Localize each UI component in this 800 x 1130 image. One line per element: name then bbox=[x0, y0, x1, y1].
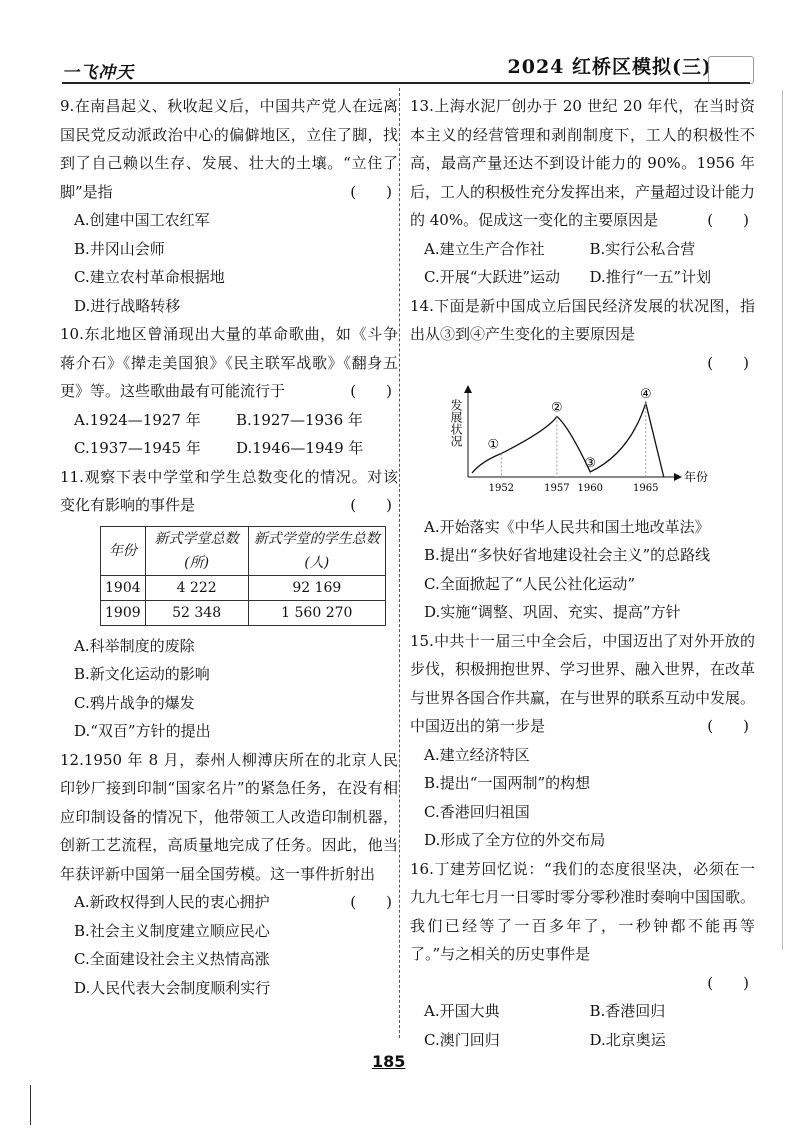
option-b[interactable]: B.提出“一国两制”的构想 bbox=[424, 774, 591, 792]
option-b[interactable]: B.井冈山会师 bbox=[74, 239, 165, 258]
question-stem: 14.下面是新中国成立后国民经济发展的状况图，指出从③到④产生变化的主要原因是 bbox=[410, 296, 755, 343]
table-cell: 4 222 bbox=[145, 575, 248, 600]
answer-paren[interactable]: ( ) bbox=[707, 211, 749, 229]
question-12 bbox=[60, 746, 398, 1003]
option-d[interactable]: D.进行战略转移 bbox=[74, 296, 181, 315]
option-d[interactable]: D.推行“一五”计划 bbox=[589, 268, 712, 286]
question-stem: 16.丁建芳回忆说：“我们的态度很坚决，必须在一九九七年七月一日零时零分零秒准时奏响中国国歌。我们已经等了一百多年了，一秒钟都不能再等了。”与之相关的历史事件是 bbox=[410, 859, 756, 963]
x-tick-label: 1965 bbox=[633, 483, 659, 494]
x-tick-label: 1957 bbox=[544, 483, 570, 494]
economy-chart bbox=[428, 381, 755, 509]
option-a[interactable]: A.科举制度的废除 bbox=[74, 636, 195, 655]
right-column bbox=[410, 92, 755, 1054]
option-b[interactable]: B.社会主义制度建立顺应民心 bbox=[74, 921, 270, 940]
option-a[interactable]: A.创建中国工农红军 bbox=[74, 211, 210, 229]
option-c[interactable]: C.鸦片战争的爆发 bbox=[74, 693, 195, 712]
data-point-label: ④ bbox=[639, 387, 652, 403]
question-stem: 9.在南昌起义、秋收起义后，中国共产党人在远离国民党反动派政治中心的偏僻地区，立住了脚，找到了自己赖以生存、发展、壮大的土壤。“立住了脚”是指 bbox=[60, 97, 398, 201]
left-column bbox=[60, 92, 398, 1002]
option-c[interactable]: C.1937—1945 年 bbox=[74, 439, 201, 457]
question-stem: 11.观察下表中学堂和学生总数变化的情况。对该变化有影响的事件是 bbox=[60, 467, 398, 514]
option-b[interactable]: B.实行公私合营 bbox=[589, 239, 696, 258]
question-14 bbox=[410, 292, 755, 627]
header-title: 2024 红桥区模拟(三) bbox=[507, 56, 712, 78]
table-row bbox=[101, 575, 386, 600]
question-15 bbox=[410, 627, 755, 855]
data-point-label: ① bbox=[487, 437, 500, 453]
table-cell: 1904 bbox=[101, 575, 146, 600]
table-cell: 1 560 270 bbox=[248, 600, 385, 625]
answer-paren[interactable]: ( ) bbox=[350, 496, 392, 514]
answer-paren[interactable]: ( ) bbox=[350, 382, 392, 400]
option-d[interactable]: D.北京奥运 bbox=[589, 1030, 666, 1049]
answer-paren[interactable]: ( ) bbox=[350, 893, 392, 911]
question-11 bbox=[60, 463, 398, 746]
option-d[interactable]: D.人民代表大会制度顺利实行 bbox=[74, 978, 271, 997]
question-13 bbox=[410, 92, 755, 292]
question-stem: 13.上海水泥厂创办于 20 世纪 20 年代，在当时资本主义的经营管理和剥削制度下，工人的积极性不高，最高产量还达不到设计能力的 90%。1956 年后，工人的积极性充分发挥出来，产量超过设计能力的 40%。促成这一变化的主要原因是 bbox=[410, 97, 756, 229]
question-stem: 12.1950 年 8 月，泰州人柳溥庆所在的北京人民印钞厂接到印制“国家名片”的紧急任务，在没有相应印制设备的情况下，他带领工人改造印制机器，创新工艺流程，高质量地完成了任务。因此，他当年获评新中国第一届全国劳模。这一事件折射出 bbox=[60, 750, 398, 883]
option-b[interactable]: B.香港回归 bbox=[589, 1002, 666, 1020]
option-a[interactable]: A.开始落实《中华人民共和国土地改革法》 bbox=[424, 517, 710, 536]
column-divider bbox=[399, 88, 400, 1038]
option-c[interactable]: C.全面建设社会主义热情高涨 bbox=[74, 950, 270, 968]
economy-chart-svg bbox=[428, 381, 718, 499]
answer-paren[interactable]: ( ) bbox=[707, 717, 749, 735]
school-data-table bbox=[100, 526, 386, 626]
table-cell: 52 348 bbox=[145, 600, 248, 625]
question-9 bbox=[60, 92, 398, 320]
table-cell: 1909 bbox=[101, 600, 146, 625]
data-point-label: ② bbox=[551, 400, 563, 416]
header-stamp bbox=[708, 56, 754, 84]
option-c[interactable]: C.香港回归祖国 bbox=[424, 802, 530, 821]
table-header-cell: 新式学堂总数(所) bbox=[145, 526, 248, 575]
table-header-cell: 年份 bbox=[101, 526, 146, 575]
table-header-row bbox=[101, 526, 386, 575]
option-a[interactable]: A.建立生产合作社 bbox=[424, 239, 545, 258]
option-c[interactable]: C.澳门回归 bbox=[424, 1030, 500, 1049]
option-a[interactable]: A.新政权得到人民的衷心拥护 bbox=[74, 893, 270, 911]
right-edge-line bbox=[782, 90, 783, 950]
option-c[interactable]: C.全面掀起了“人民公社化运动” bbox=[424, 574, 636, 593]
option-b[interactable]: B.新文化运动的影响 bbox=[74, 665, 210, 683]
option-d[interactable]: D.形成了全方位的外交布局 bbox=[424, 831, 606, 849]
question-stem: 15.中共十一届三中全会后，中国迈出了对外开放的步伐，积极拥抱世界、学习世界、融入世界，在改革与世界各国合作共赢，在与世界的联系互动中发展。中国迈出的第一步是 bbox=[410, 631, 756, 735]
option-a[interactable]: A.1924—1927 年 bbox=[74, 410, 201, 429]
option-d[interactable]: D.实施“调整、巩固、充实、提高”方针 bbox=[424, 603, 681, 621]
option-b[interactable]: B.1927—1936 年 bbox=[236, 410, 363, 429]
x-tick-label: 1960 bbox=[577, 483, 603, 494]
x-tick-label: 1952 bbox=[488, 483, 515, 494]
answer-paren[interactable]: ( ) bbox=[707, 353, 749, 372]
y-axis-label: 发展状况 bbox=[449, 399, 463, 447]
option-a[interactable]: A.建立经济特区 bbox=[424, 745, 530, 764]
option-c[interactable]: C.开展“大跃进”运动 bbox=[424, 268, 561, 286]
header-brand: 一飞冲天 bbox=[62, 63, 134, 83]
table-cell: 92 169 bbox=[248, 575, 385, 600]
option-c[interactable]: C.建立农村革命根据地 bbox=[74, 268, 225, 286]
page-number: 185 bbox=[372, 1052, 406, 1071]
option-a[interactable]: A.开国大典 bbox=[424, 1002, 500, 1020]
option-d[interactable]: D.1946—1949 年 bbox=[236, 439, 364, 457]
question-stem: 10.东北地区曾涌现出大量的革命歌曲，如《斗争蒋介石》《撵走美国狼》《民主联军战歌》《翻身五更》等。这些歌曲最有可能流行于 bbox=[60, 325, 398, 400]
option-d[interactable]: D.“双百”方针的提出 bbox=[74, 722, 211, 740]
table-row bbox=[101, 600, 386, 625]
question-10 bbox=[60, 320, 398, 463]
option-b[interactable]: B.提出“多快好省地建设社会主义”的总路线 bbox=[424, 546, 711, 564]
header-rule bbox=[62, 82, 750, 84]
binding-mark bbox=[30, 1085, 31, 1125]
economy-series-line bbox=[472, 400, 664, 477]
data-point-label: ③ bbox=[584, 455, 597, 471]
answer-paren[interactable]: ( ) bbox=[350, 182, 392, 201]
question-16 bbox=[410, 855, 755, 1055]
x-axis-label: 年份 bbox=[684, 470, 709, 484]
answer-paren[interactable]: ( ) bbox=[707, 973, 749, 992]
table-header-cell: 新式学堂的学生总数(人) bbox=[248, 526, 385, 575]
